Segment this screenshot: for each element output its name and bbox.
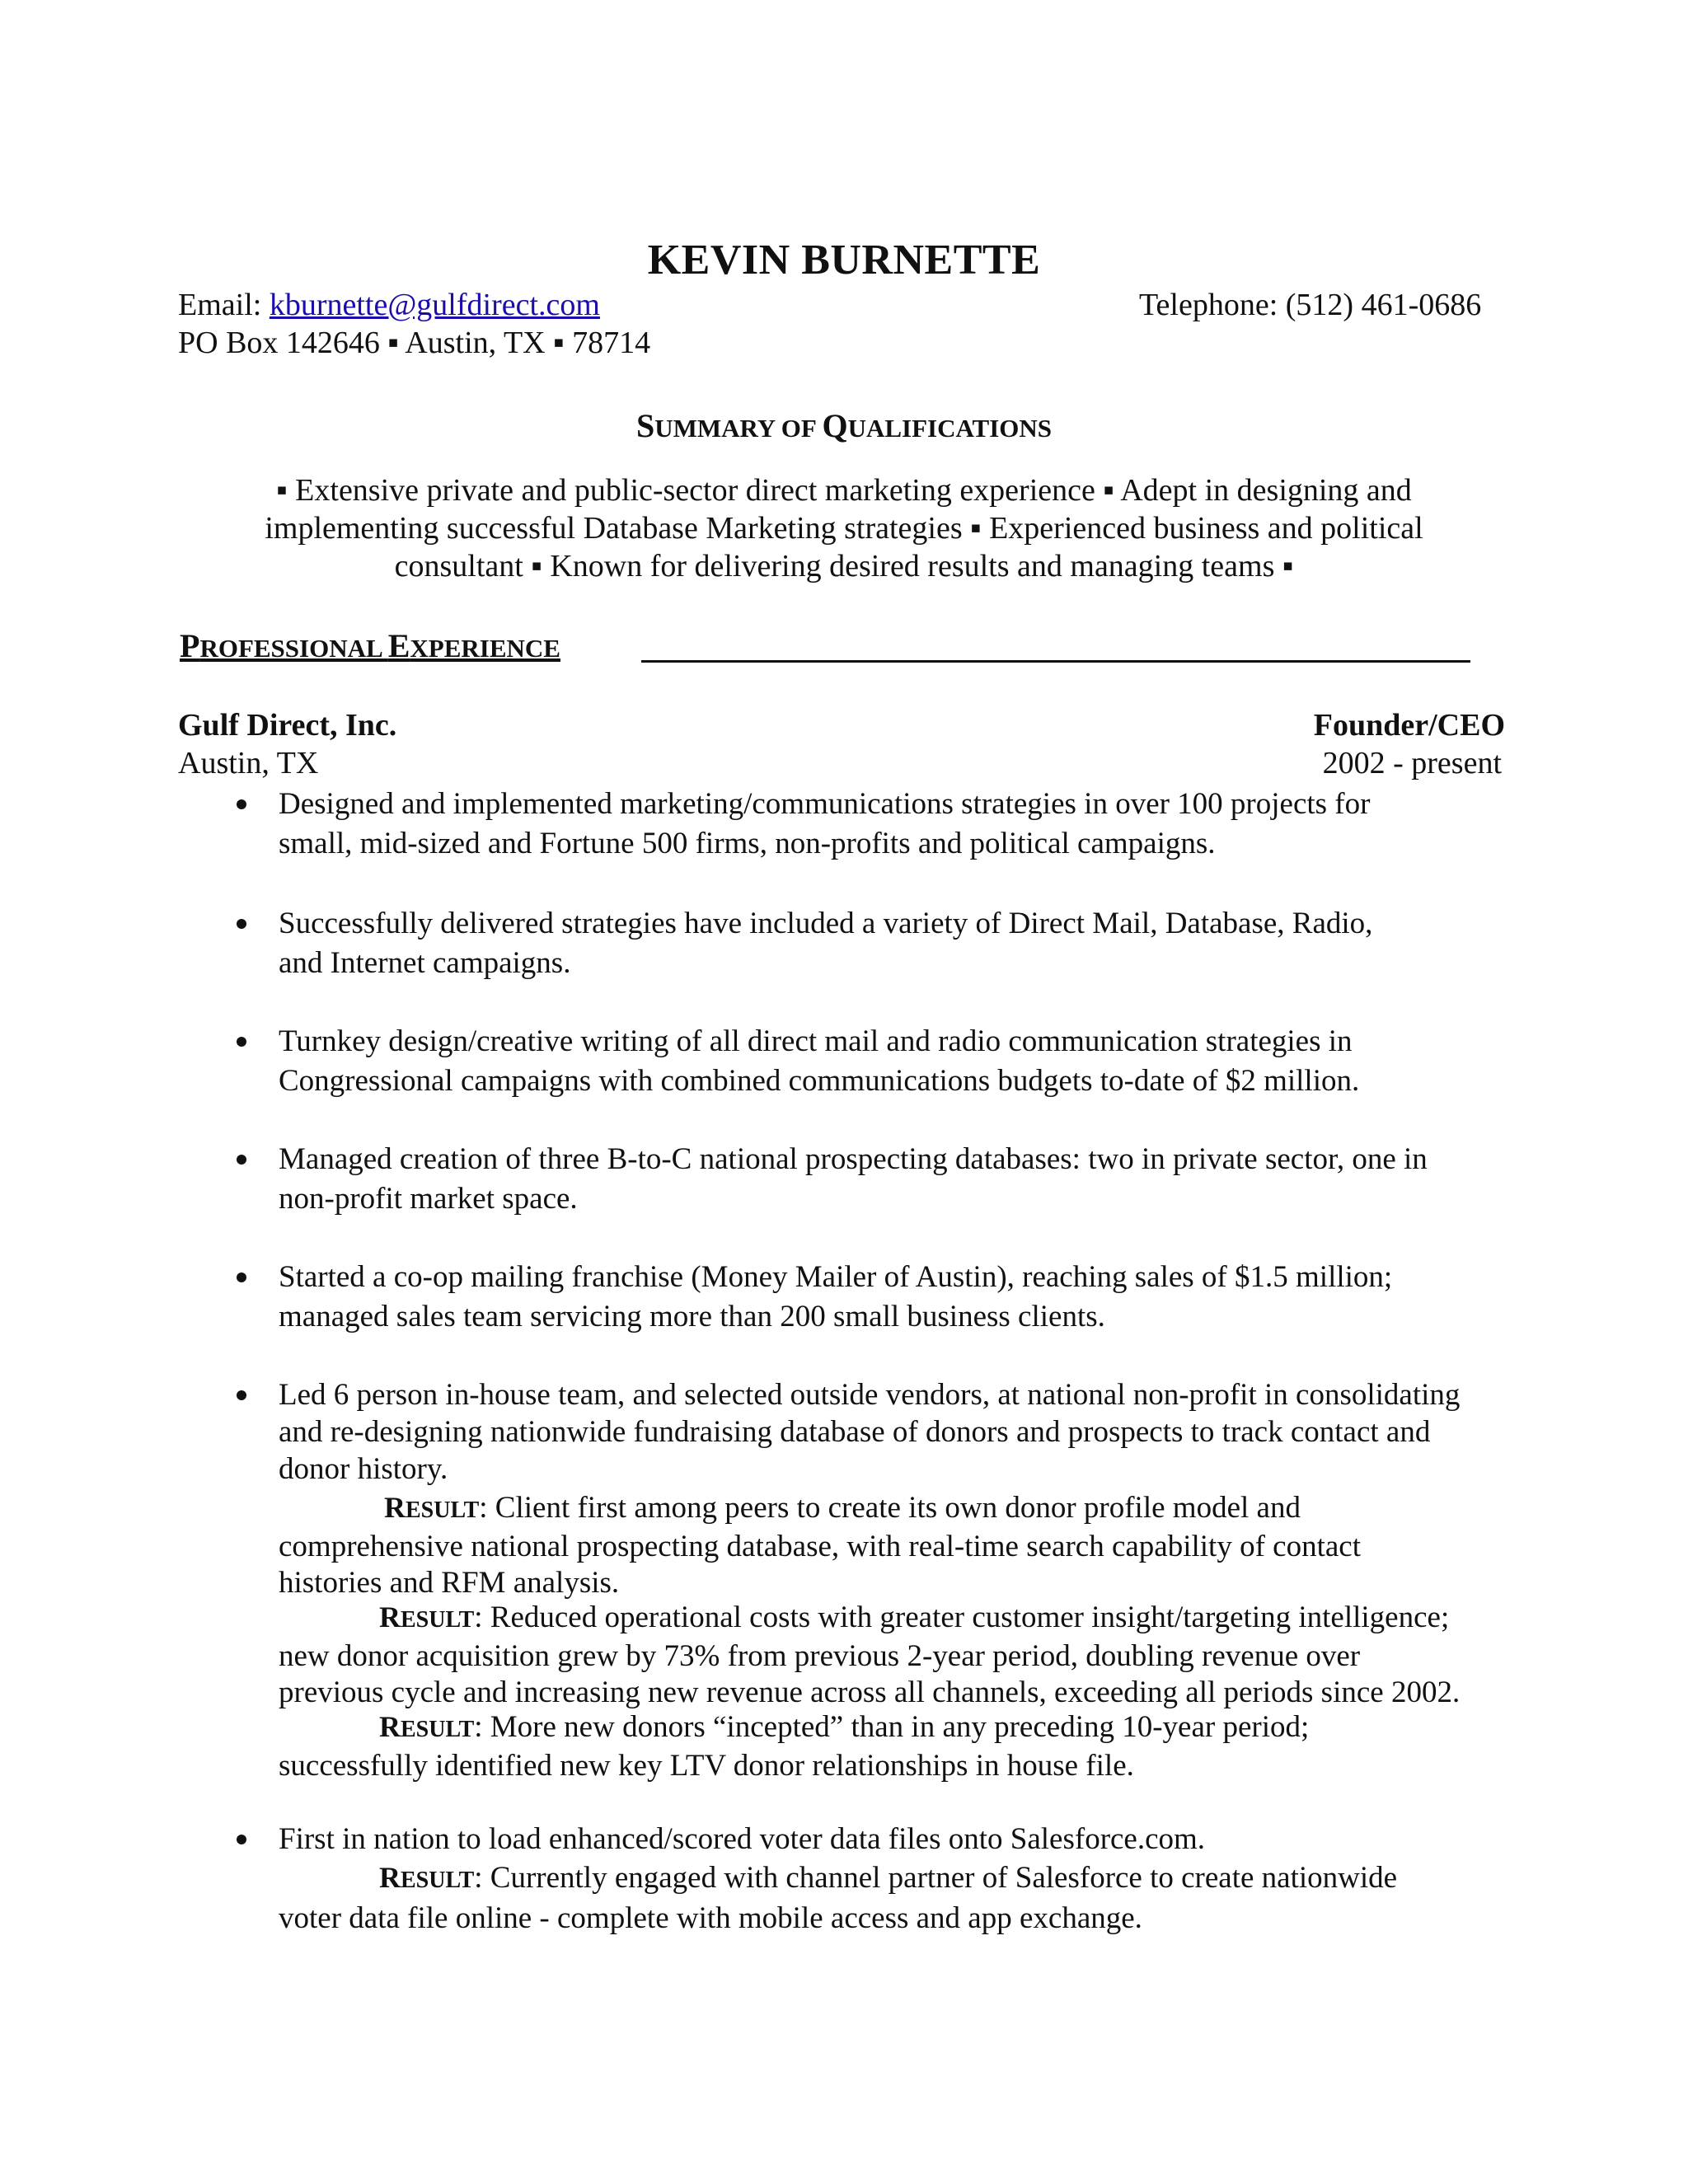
- result-block: RESULT: More new donors “incepted” than in any preceding 10-year period; successfully identified new key LTV donor relationships in house file.: [279, 1710, 1310, 1783]
- result-block: RESULT: Reduced operational costs with greater customer insight/targeting intelligence; new donor acquisition grew by 73% from previous 2-year period, doubling revenue over previous cycle and increasing new revenue across all channels, exceeding all periods since 2002.: [279, 1601, 1461, 1709]
- bullet-icon: [237, 1272, 246, 1282]
- summary-line: ▪ Extensive private and public-sector direct marketing experience ▪ Adept in designing and: [276, 473, 1412, 508]
- list-item: Led 6 person in-house team, and selected outside vendors, at national non-profit in consolidating and re-designing nationwide fundraising database of donors and prospects to track contact and donor history.: [279, 1378, 1461, 1486]
- result-block: RESULT: Currently engaged with channel partner of Salesforce to create nationwide voter data file online - complete with mobile access and app exchange.: [279, 1861, 1398, 1935]
- bullet-icon: [237, 1155, 246, 1165]
- email-link[interactable]: kburnette@gulfdirect.com: [269, 288, 600, 322]
- telephone: Telephone: (512) 461-0686: [1139, 288, 1482, 322]
- list-item: Started a co-op mailing franchise (Money Mailer of Austin), reaching sales of $1.5 million; managed sales team servicing more than 200 small business clients.: [279, 1260, 1393, 1333]
- bullet-icon: [237, 1390, 246, 1400]
- job-location: Austin, TX: [178, 746, 319, 780]
- list-item: Successfully delivered strategies have included a variety of Direct Mail, Database, Radio, and Internet campaigns.: [279, 907, 1373, 980]
- heading-rule: [641, 660, 1470, 663]
- summary-line: consultant ▪ Known for delivering desired results and managing teams ▪: [394, 549, 1294, 583]
- job-role: Founder/CEO: [1313, 708, 1505, 743]
- list-item: Turnkey design/creative writing of all direct mail and radio communication strategies in Congressional campaigns with combined communications budgets to-date of $2 million.: [279, 1024, 1360, 1098]
- bullet-icon: [237, 1037, 246, 1047]
- bullet-icon: [237, 799, 246, 809]
- candidate-name: KEVIN BURNETTE: [647, 237, 1041, 284]
- summary-line: implementing successful Database Marketing strategies ▪ Experienced business and political: [265, 511, 1423, 546]
- email-label: Email:: [178, 288, 270, 322]
- company-name: Gulf Direct, Inc.: [178, 708, 397, 743]
- result-block: RESULT: Client first among peers to create its own donor profile model and comprehensive national prospecting database, with real-time search capability of contact histories and RFM analysis.: [279, 1491, 1361, 1600]
- list-item: First in nation to load enhanced/scored voter data files onto Salesforce.com.: [279, 1822, 1206, 1856]
- list-item: Designed and implemented marketing/communications strategies in over 100 projects for small, mid-sized and Fortune 500 firms, non-profits and political campaigns.: [279, 787, 1371, 860]
- email-line: [178, 287, 600, 323]
- summary-heading: SUMMARY OF QUALIFICATIONS: [635, 407, 1053, 444]
- address: PO Box 142646 ▪ Austin, TX ▪ 78714: [178, 326, 651, 360]
- bullet-icon: [237, 919, 246, 929]
- summary-text: [0, 471, 1688, 585]
- list-item: Managed creation of three B-to-C national prospecting databases: two in private sector, one in non-profit market space.: [279, 1142, 1428, 1216]
- bullet-icon: [237, 1835, 246, 1844]
- experience-heading: PROFESSIONAL EXPERIENCE: [180, 627, 560, 664]
- job-dates: 2002 - present: [1322, 746, 1502, 780]
